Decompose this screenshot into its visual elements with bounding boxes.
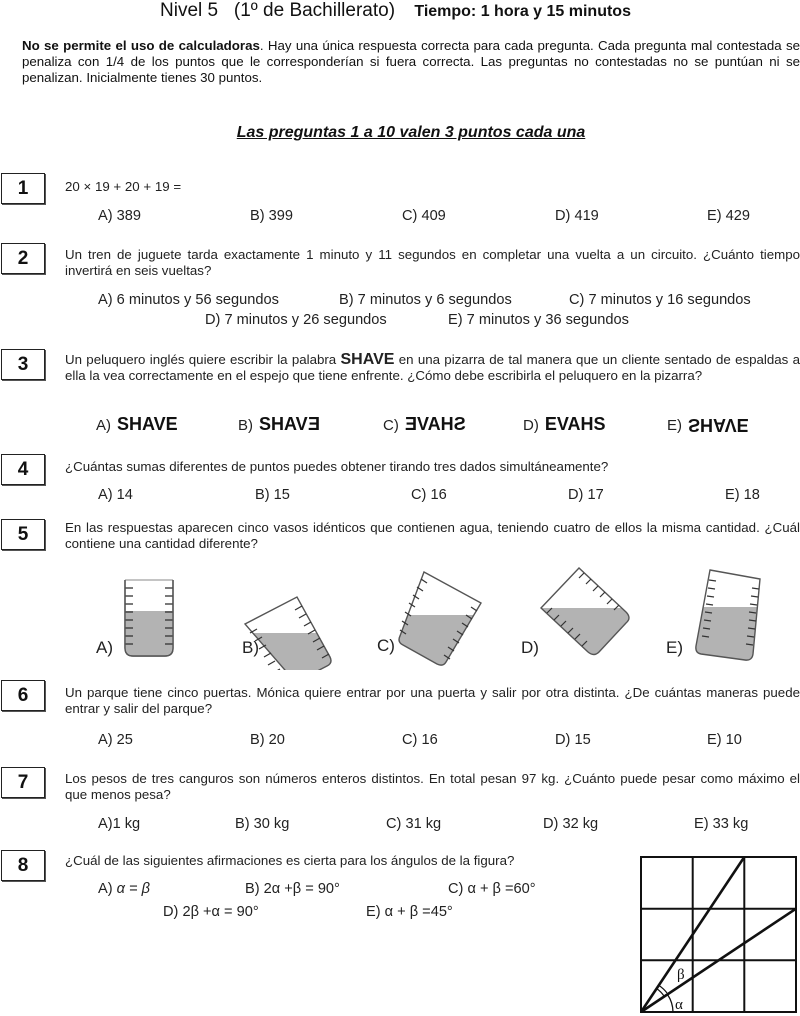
q4-option-e[interactable]: E) 18 [725, 487, 760, 503]
q3-option-d[interactable] [523, 414, 606, 435]
q2-option-b[interactable]: B) 7 minutos y 6 segundos [339, 292, 512, 308]
q6-option-e[interactable]: E) 10 [707, 732, 742, 748]
q6-option-b[interactable]: B) 20 [250, 732, 285, 748]
q8-option-e-label: E) [366, 904, 385, 920]
q8-option-c-label: C) [448, 881, 468, 897]
q8-option-b-expr: 2α +β = 90° [263, 881, 340, 897]
q1-option-d[interactable]: D) 419 [555, 208, 599, 224]
q7-option-d[interactable]: D) 32 kg [543, 816, 599, 832]
question-number-4: 4 [1, 454, 45, 485]
q3-option-b-word [259, 414, 320, 435]
question-number-7: 7 [1, 767, 45, 798]
instructions-text: . Hay una única respuesta correcta para cada pregunta. Cada pregunta mal contestada se penaliza con 1/4 de los puntos que le corresponderían si fuera correcta. Las preguntas no contestadas no se puntúan ni se penalizan. Inicialmente tienes 30 puntos. [22, 38, 800, 85]
q4-option-b[interactable]: B) 15 [255, 487, 290, 503]
q8-option-d[interactable] [163, 904, 259, 920]
q5-option-a[interactable]: A) [96, 638, 113, 657]
q7-option-c[interactable]: C) 31 kg [386, 816, 442, 832]
q1-option-b[interactable]: B) 399 [250, 208, 293, 224]
section-title: Las preguntas 1 a 10 valen 3 puntos cada una [236, 124, 586, 141]
q7-option-e[interactable]: E) 33 kg [694, 816, 749, 832]
q7-option-a[interactable]: A)1 kg [98, 816, 141, 832]
q8-option-d-expr: 2β +α = 90° [182, 904, 259, 920]
q6-option-a[interactable]: A) 25 [98, 732, 133, 748]
q3-option-a[interactable] [96, 414, 178, 435]
q3-option-b-word-main: SHAV [259, 414, 308, 434]
beaker-d [541, 568, 641, 668]
instructions-bold: No se permite el uso de calculadoras [22, 38, 260, 53]
question-2-text: Un tren de juguete tarda exactamente 1 minuto y 11 segundos en completar una vuelta a un circuito. ¿Cuánto tiempo invertirá en seis vueltas? [65, 247, 800, 278]
beaker-b [245, 597, 345, 670]
question-number-6: 6 [1, 680, 45, 711]
beaker-a [125, 580, 173, 656]
q3-option-a-word: SHAVE [117, 414, 178, 434]
question-6-text: Un parque tiene cinco puertas. Mónica quiere entrar por una puerta y salir por otra distinta. ¿De cuántas maneras puede entrar y salir del parque? [65, 685, 800, 716]
level-title: Nivel 5 (1º de Bachillerato) [160, 0, 396, 21]
beta-label: β [677, 967, 685, 983]
q2-option-a[interactable]: A) 6 minutos y 56 segundos [98, 292, 279, 308]
q1-option-a[interactable]: A) 389 [98, 208, 141, 224]
q3-option-a-label: A) [96, 417, 111, 434]
q3-word: SHAVE [340, 351, 395, 368]
q8-option-b-label: B) [245, 881, 264, 897]
q8-option-a-label: A) [98, 881, 117, 897]
q5-option-c[interactable]: C) [377, 636, 395, 655]
question-3-text [65, 352, 800, 384]
q4-option-a[interactable]: A) 14 [98, 487, 133, 503]
q3-option-d-label: D) [523, 417, 539, 434]
q3-option-c-label: C) [383, 417, 399, 434]
q5-option-b[interactable]: B) [242, 638, 259, 657]
q8-option-e[interactable] [366, 904, 453, 920]
question-number-2: 2 [1, 243, 45, 274]
q3-option-b-mirrored-letter: E [307, 414, 320, 434]
time-limit: Tiempo: 1 hora y 15 minutos [414, 3, 631, 20]
q3-option-b[interactable] [238, 414, 320, 435]
question-1-text: 20 × 19 + 20 + 19 = [65, 179, 182, 194]
question-number-8: 8 [1, 850, 45, 881]
question-number-5: 5 [1, 519, 45, 550]
alpha-label: α [675, 997, 683, 1013]
q6-option-d[interactable]: D) 15 [555, 732, 591, 748]
q2-option-e[interactable]: E) 7 minutos y 36 segundos [448, 312, 629, 328]
q8-option-e-expr: α + β =45° [384, 904, 453, 920]
q3-option-e-word: SHAVE [688, 415, 749, 435]
question-number-3: 3 [1, 349, 45, 380]
question-5-text: En las respuestas aparecen cinco vasos idénticos que contienen agua, teniendo cuatro de ellos la misma cantidad. ¿Cuál contiene una cantidad diferente? [65, 520, 800, 551]
question-4-text: ¿Cuántas sumas diferentes de puntos puedes obtener tirando tres dados simultáneamente? [65, 459, 609, 474]
q5-option-d[interactable]: D) [521, 638, 539, 657]
q3-text-after: en una pizarra de tal manera que un cliente sentado de espaldas a ella la vea correctamente en el espejo que tiene enfrente. ¿Cómo debe escribirla el peluquero en la pizarra? [65, 352, 800, 383]
q8-option-c[interactable] [448, 881, 536, 897]
q4-option-c[interactable]: C) 16 [411, 487, 447, 503]
exam-header [160, 0, 631, 22]
q2-option-d[interactable]: D) 7 minutos y 26 segundos [205, 312, 387, 328]
q1-option-c[interactable]: C) 409 [402, 208, 446, 224]
q3-text-before: Un peluquero inglés quiere escribir la palabra [65, 352, 341, 367]
q1-option-e[interactable]: E) 429 [707, 208, 750, 224]
q2-option-c[interactable]: C) 7 minutos y 16 segundos [569, 292, 751, 308]
q8-option-a[interactable] [98, 881, 150, 897]
q8-option-a-expr: α = β [116, 881, 150, 897]
q6-option-c[interactable]: C) 16 [402, 732, 438, 748]
question-number-1: 1 [1, 173, 45, 204]
question-7-text: Los pesos de tres canguros son números enteros distintos. En total pesan 97 kg. ¿Cuánto puede pesar como máximo el que menos pesa? [65, 771, 800, 802]
beaker-e [695, 570, 775, 667]
q5-option-e[interactable]: E) [666, 638, 683, 657]
q3-option-e-label: E) [667, 417, 682, 434]
q3-option-c[interactable] [383, 414, 466, 435]
q8-option-b[interactable] [245, 881, 340, 897]
question-8-text: ¿Cuál de las siguientes afirmaciones es cierta para los ángulos de la figura? [65, 853, 515, 868]
q8-option-c-expr: α + β =60° [467, 881, 536, 897]
instructions [22, 38, 800, 86]
beaker-c [397, 572, 497, 670]
q3-option-c-word: SHAVE [404, 414, 466, 434]
q3-option-b-label: B) [238, 417, 253, 434]
q7-option-b[interactable]: B) 30 kg [235, 816, 290, 832]
q4-option-d[interactable]: D) 17 [568, 487, 604, 503]
angle-grid-figure [640, 856, 798, 1014]
q8-option-d-label: D) [163, 904, 183, 920]
q3-option-d-word: EVAHS [544, 414, 606, 434]
q3-option-e[interactable] [667, 414, 749, 435]
